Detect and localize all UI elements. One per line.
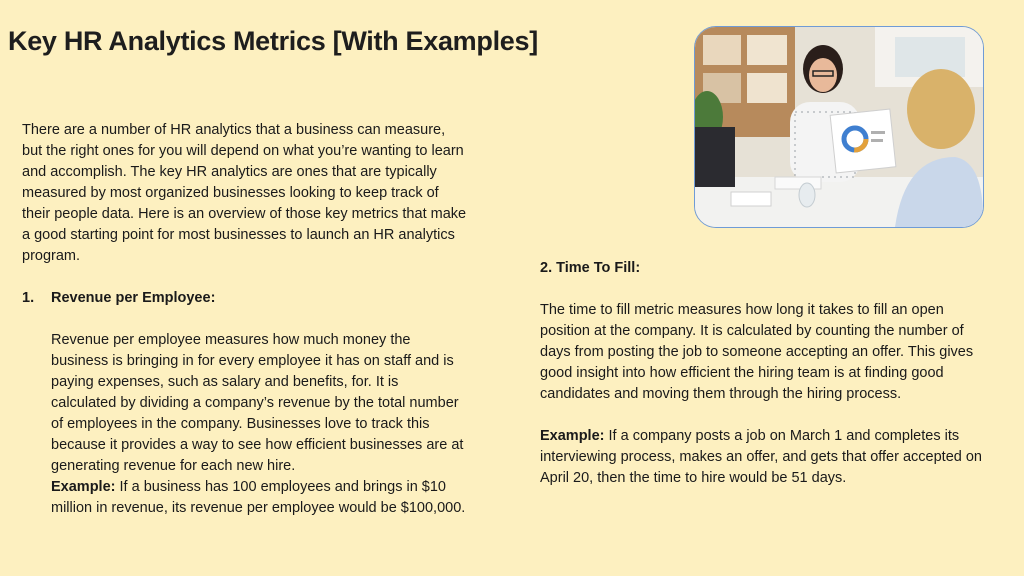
metric1-heading bbox=[22, 288, 467, 309]
metric1-content bbox=[22, 330, 467, 519]
metric2-heading: 2. Time To Fill: bbox=[540, 260, 641, 276]
metric1-body: Revenue per employee measures how much money the business is bringing in for every employee it has on staff and is paying expenses, such as salary and benefits, for. It is calculated by dividing a company’s revenue by the total number of employees in the company. Businesses love to track this because it provides a way to see how efficient businesses are at generating revenue for each new hire. bbox=[51, 332, 464, 474]
page-title: Key HR Analytics Metrics [With Examples] bbox=[8, 26, 538, 56]
left-column bbox=[22, 120, 467, 519]
office-meeting-photo bbox=[694, 26, 984, 228]
metric2-body: The time to fill metric measures how long it takes to fill an open position at the company. It is calculated by counting the number of days from posting the job to someone accepting an offer. This gives good insight into how efficient the hiring team is at finding good candidates and moving them through the hiring process. bbox=[540, 302, 974, 402]
metric2-example-text: If a company posts a job on March 1 and completes its interviewing process, makes an offer, and gets that offer accepted on April 20, then the time to hire would be 51 days. bbox=[540, 428, 982, 486]
right-column bbox=[540, 258, 986, 489]
metric1-example-text: If a business has 100 employees and brings in $10 million in revenue, its revenue per employee would be $100,000. bbox=[51, 479, 466, 516]
office-meeting-illustration bbox=[695, 27, 983, 227]
metric1-heading-text: Revenue per Employee: bbox=[51, 290, 216, 306]
metric1-example-label: Example: bbox=[51, 479, 116, 495]
metric1-number: 1. bbox=[22, 290, 35, 306]
intro-paragraph: There are a number of HR analytics that a business can measure, but the right ones for you will depend on what you’re wanting to learn and accomplish. The key HR analytics are ones that are typically measured by most organized businesses looking to keep track of their people data. Here is an overview of those key metrics that make a good starting point for most businesses to launch an HR analytics program. bbox=[22, 122, 467, 264]
metric2-example-label: Example: bbox=[540, 428, 605, 444]
spacer bbox=[22, 267, 467, 288]
metric1-example bbox=[51, 477, 467, 519]
metric2-example bbox=[540, 426, 986, 489]
spacer bbox=[540, 279, 986, 300]
spacer bbox=[540, 405, 986, 426]
spacer bbox=[22, 309, 467, 330]
